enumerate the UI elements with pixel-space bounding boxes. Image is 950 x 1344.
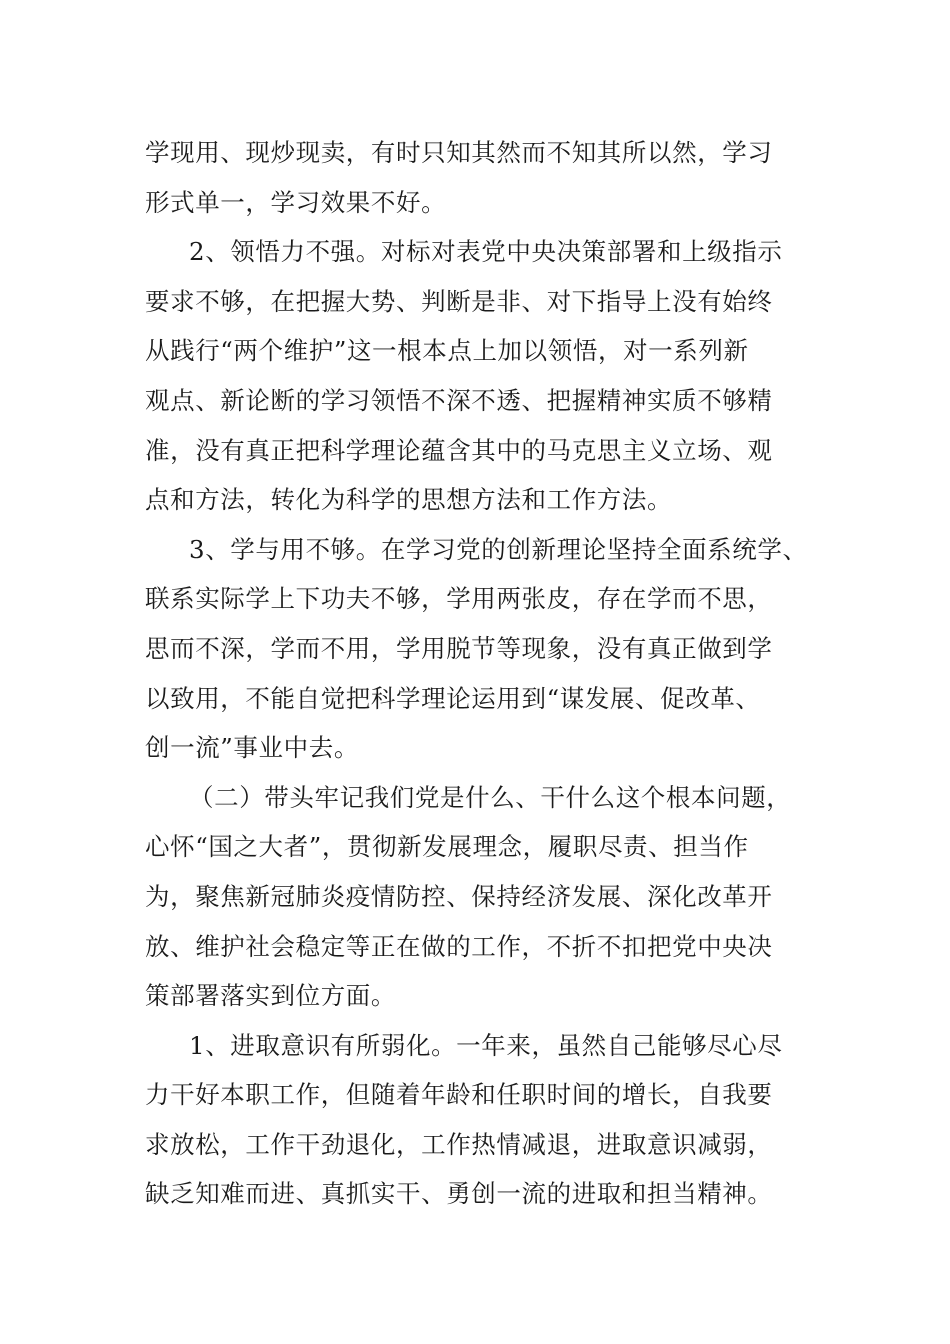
text-line: 观点、新论断的学习领悟不深不透、把握精神实质不够精 <box>145 385 773 415</box>
text-line: 放、维护社会稳定等正在做的工作，不折不扣把党中央决 <box>145 931 773 961</box>
text-line: 思而不深，学而不用，学用脱节等现象，没有真正做到学 <box>145 633 773 663</box>
paragraph-start-line: 3、学与用不够。在学习党的创新理论坚持全面系统学、 <box>189 534 808 564</box>
text-line: 心怀“国之大者”，贯彻新发展理念，履职尽责、担当作 <box>145 832 749 862</box>
text-line: 从践行“两个维护”这一根本点上加以领悟，对一系列新 <box>145 336 749 366</box>
text-line: 力干好本职工作，但随着年龄和任职时间的增长，自我要 <box>145 1080 773 1110</box>
text-line: 求放松，工作干劲退化，工作热情减退，进取意识减弱， <box>145 1129 773 1159</box>
text-line: 创一流”事业中去。 <box>145 733 359 763</box>
paragraph-start-line: 1、进取意识有所弱化。一年来，虽然自己能够尽心尽 <box>189 1030 783 1060</box>
text-line: 缺乏知难而进、真抓实干、勇创一流的进取和担当精神。 <box>145 1179 773 1209</box>
text-line: 学现用、现炒现卖，有时只知其然而不知其所以然，学习 <box>145 138 773 167</box>
text-line: 准，没有真正把科学理论蕴含其中的马克思主义立场、观 <box>145 435 773 465</box>
body-text <box>145 128 845 1219</box>
text-line: 联系实际学上下功夫不够，学用两张皮，存在学而不思， <box>145 584 773 614</box>
text-line: 策部署落实到位方面。 <box>145 981 396 1011</box>
text-line: 为，聚焦新冠肺炎疫情防控、保持经济发展、深化改革开 <box>145 881 773 911</box>
text-line: 形式单一，学习效果不好。 <box>145 187 447 217</box>
paragraph-start-line: 2、领悟力不强。对标对表党中央决策部署和上级指示 <box>189 237 783 267</box>
text-line: 点和方法，转化为科学的思想方法和工作方法。 <box>145 485 673 515</box>
text-line: 以致用，不能自觉把科学理论运用到“谋发展、促改革、 <box>145 683 761 713</box>
text-line: 要求不够，在把握大势、判断是非、对下指导上没有始终 <box>145 286 773 316</box>
section-heading-line: （二）带头牢记我们党是什么、干什么这个根本问题， <box>189 782 792 812</box>
